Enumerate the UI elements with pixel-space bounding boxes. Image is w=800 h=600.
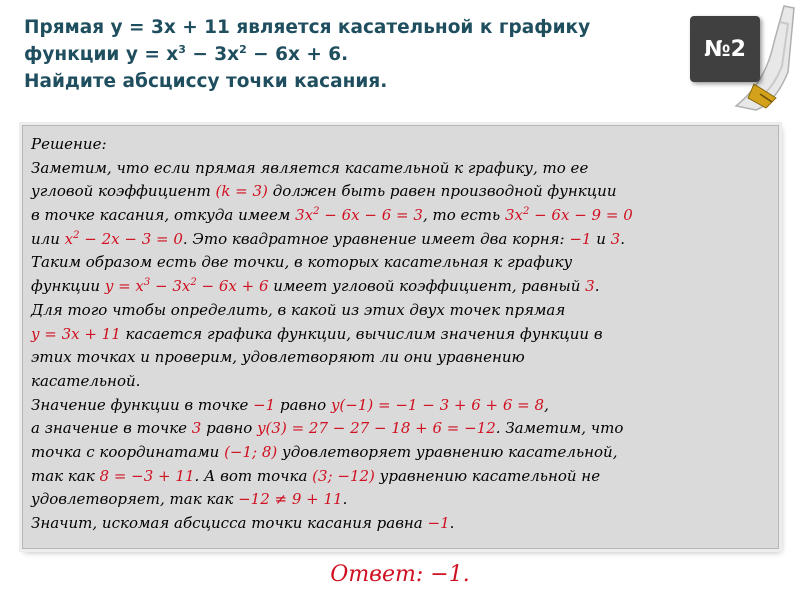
title-text: функции у = х (24, 44, 179, 65)
problem-number-badge (676, 2, 796, 112)
solution-panel (22, 125, 779, 549)
title-text: Прямая (24, 17, 111, 38)
solution-line: или $x^2 - 2x - 3 = 0$. Это квадратное уравнение имеет два корня: −1 и 3. (31, 229, 625, 248)
solution-line: Значение функции в точке −1 равно y(−1) = −1 − 3 + 6 + 6 = 8, (31, 395, 549, 414)
solution-line: функции $y = x^3 - 3x^2 - 6x + 6$ имеет угловой коэффициент, равный 3. (31, 277, 600, 296)
solution-line: Заметим, что если прямая является касательной к графику, то ее (31, 158, 589, 177)
solution-heading: Решение: (31, 135, 107, 153)
solution-line: а значение в точке 3 равно y(3) = 27 − 27 − 18 + 6 = −12. Заметим, что (31, 419, 624, 438)
answer-text: Ответ: −1. (330, 562, 470, 587)
title-exponent: 2 (239, 42, 247, 56)
title-line-1 (24, 14, 624, 41)
title-line-2 (24, 41, 624, 68)
solution-line: y = 3x + 11 касается графика функции, вычислим значения функции в (31, 324, 603, 343)
solution-line: угловой коэффициент (k = 3) должен быть равен производной функции (31, 182, 617, 201)
solution-line: точка с координатами (−1; 8) удовлетворяет уравнению касательной, (31, 442, 618, 461)
solution-line: Таким образом есть две точки, в которых касательная к графику (31, 253, 573, 272)
solution-line: Для того чтобы определить, в какой из этих двух точек прямая (31, 300, 566, 319)
solution-line: удовлетворяет, так как −12 ≠ 9 + 11. (31, 490, 348, 509)
title-text: − 3х (185, 44, 240, 65)
title-text: является касательной к графику (229, 17, 591, 38)
solution-line: в точке касания, откуда имеем $3x^2 - 6x - 6 = 3$, то есть $3x^2 - 6x - 9 = 0$ (31, 206, 633, 225)
solution-line: касательной. (31, 371, 141, 390)
title-line-equation: у = 3х + 11 (110, 17, 230, 38)
title-exponent: 3 (178, 42, 186, 56)
problem-statement (24, 14, 624, 95)
solution-text (31, 133, 773, 536)
solution-line: Значит, искомая абсцисса точки касания равна −1. (31, 514, 455, 532)
title-line-3: Найдите абсциссу точки касания. (24, 71, 388, 92)
title-text: − 6х + 6. (246, 44, 349, 65)
solution-line: так как 8 = −3 + 11. А вот точка (3; −12) уравнению касательной не (31, 466, 601, 485)
solution-line: этих точках и проверим, удовлетворяют ли они уравнению (31, 348, 525, 367)
problem-number-label: №2 (690, 16, 760, 82)
